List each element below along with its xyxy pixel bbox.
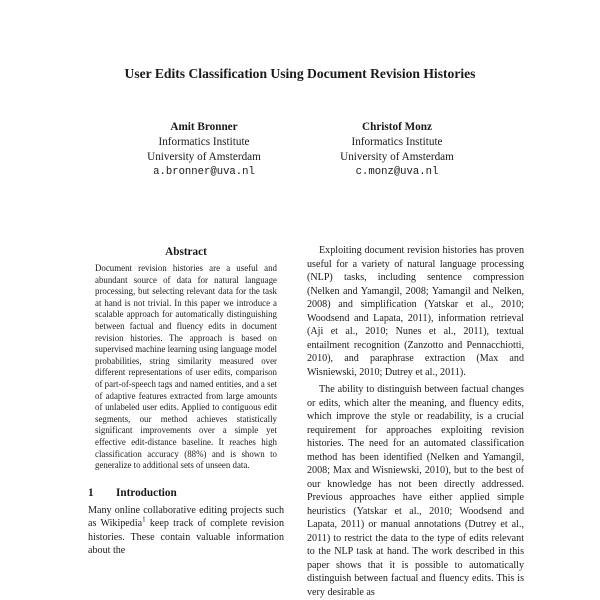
left-column xyxy=(88,244,284,558)
author-university: University of Amsterdam xyxy=(340,151,454,163)
body-paragraph: Exploiting document revision histories has proven useful for a variety of natural language processing (NLP) tasks, including sentence compression (Nelken and Yamangil, 2008; Yamangil and Nelken, 2008) and simplification (Yatskar et al., 2010; Woodsend and Lapata, 2011), information retrieval (Aji et al., 2010; Nunes et al., 2011), textual entailment recognition (Zanzotto and Pennacchiotti, 2010), and paraphrase extraction (Max and Wisniewski, 2010; Dutrey et al., 2011). xyxy=(307,245,524,378)
section-number: 1 xyxy=(88,486,94,499)
author-block-monz xyxy=(307,120,487,180)
author-email: c.monz@uva.nl xyxy=(355,166,439,178)
author-block-bronner xyxy=(114,120,294,180)
section-title: Introduction xyxy=(116,486,177,499)
author-email: a.bronner@uva.nl xyxy=(153,166,255,178)
introduction-text xyxy=(88,504,284,558)
abstract-heading: Abstract xyxy=(165,246,207,258)
paper-title: User Edits Classification Using Document Revision Histories xyxy=(124,66,476,81)
body-paragraph: The ability to distinguish between factual changes or edits, which alter the meaning, and fluency edits, which improve the style or readability, is a crucial requirement for approaches exploiting revision histories. The need for an automated classification method has been identified (Nelken and Yamangil, 2008; Max and Wisniewski, 2010), but to the best of our knowledge has not been directly addressed. Previous approaches have either applied simple heuristics (Yatskar et al., 2010; Woodsend and Lapata, 2011) or manual annotations (Dutrey et al., 2011) to restrict the data to the type of edits relevant to the NLP task at hand. The work described in this paper shows that it is possible to automatically distinguish between factual and fluency edits. This is very desirable as xyxy=(307,384,524,598)
author-university: University of Amsterdam xyxy=(147,151,261,163)
author-institute: Informatics Institute xyxy=(158,136,250,148)
author-name: Christof Monz xyxy=(362,121,432,133)
intro-text-part: keep track of complete revision histories. These contain valuable information about the xyxy=(88,518,285,557)
abstract-text: Document revision histories are a useful and abundant source of data for natural language processing, but selecting relevant data for the task at hand is not trivial. In this paper we introduce a scalable approach for automatically distinguishing between factual and fluency edits in document revision histories. The approach is based on supervised machine learning using language model probabilities, string similarity measured over different representations of user edits, comparison of part-of-speech tags and named entities, and a set of adaptive features extracted from large amounts of unlabeled user edits. Applied to contiguous edit segments, our method achieves statistically significant improvements over a simple yet effective edit-distance baseline. It reaches high classification accuracy (88%) and is shown to generalize to additional sets of unseen data. xyxy=(95,263,277,471)
author-institute: Informatics Institute xyxy=(351,136,443,148)
section-heading-introduction xyxy=(88,486,284,500)
footnote-marker: 1 xyxy=(142,515,146,524)
author-name: Amit Bronner xyxy=(170,121,238,133)
intro-text-part: Many online collaborative editing projects such as Wikipedia xyxy=(88,504,284,530)
right-column xyxy=(307,244,524,599)
